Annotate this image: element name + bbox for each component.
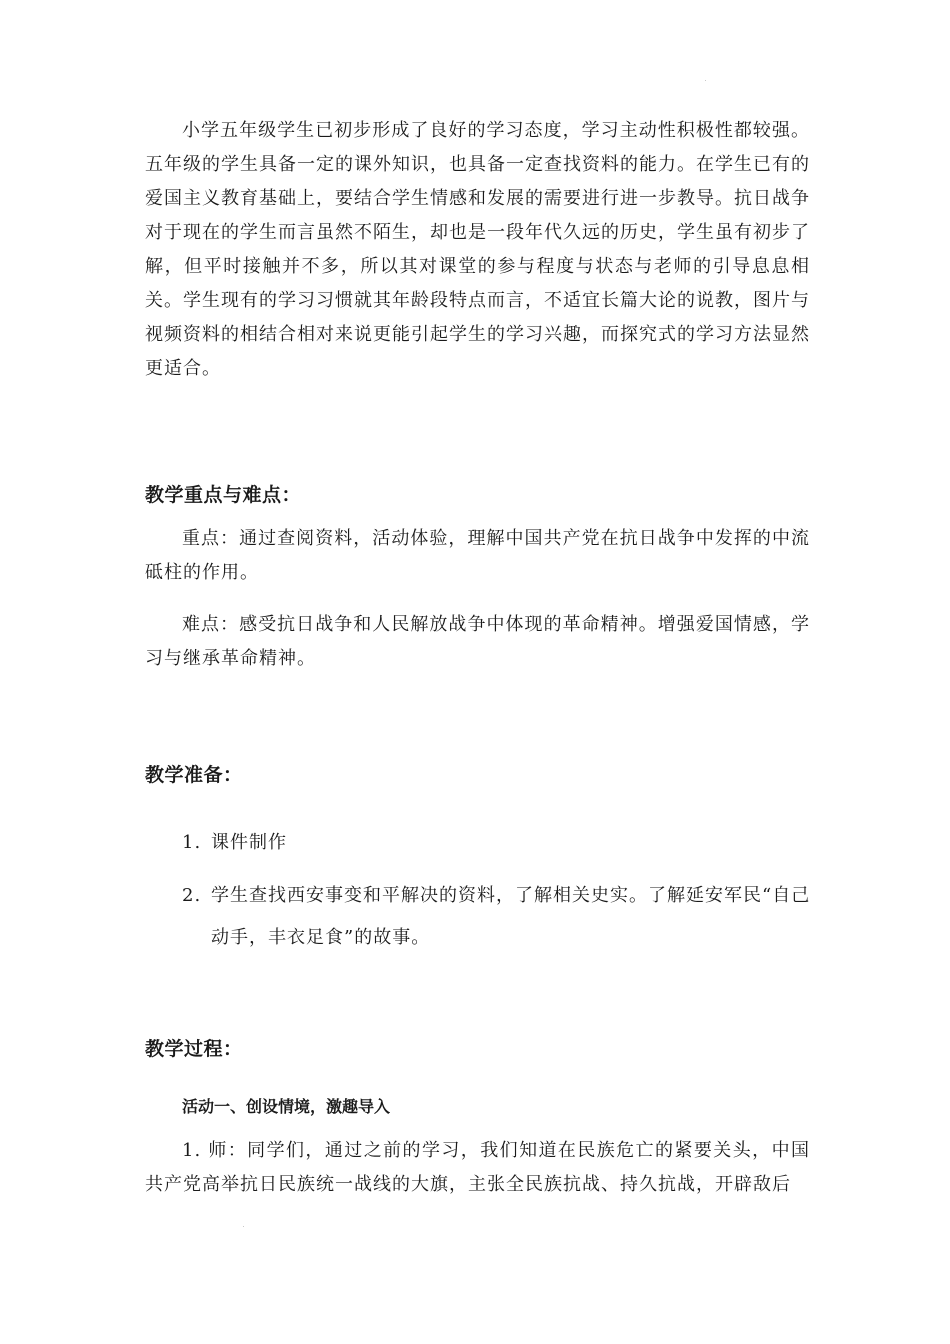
list-number: 2.: [182, 885, 202, 906]
difficulty-paragraph: 难点：感受抗日战争和人民解放战争中体现的革命精神。增强爱国情感，学习与继承革命精神。: [145, 614, 810, 669]
key-points-heading: 教学重点与难点：: [145, 484, 302, 506]
preparation-heading: 教学准备：: [145, 764, 243, 786]
list-text: 学生查找西安事变和平解决的资料，了解相关史实。了解延安军民“自己动手，丰衣足食”的故事。: [211, 885, 811, 948]
process-heading: 教学过程：: [145, 1038, 243, 1060]
scan-speck: [243, 1226, 244, 1227]
preparation-item-2: [182, 875, 812, 959]
key-point-paragraph: 重点：通过查阅资料，活动体验，理解中国共产党在抗日战争中发挥的中流砥柱的作用。: [145, 528, 810, 583]
list-text: 课件制作: [211, 832, 287, 853]
student-analysis-paragraph: 小学五年级学生已初步形成了良好的学习态度，学习主动性积极性都较强。五年级的学生具备一定的课外知识，也具备一定查找资料的能力。在学生已有的爱国主义教育基础上，要结合学生情感和发展的需要进行进一步教导。抗日战争对于现在的学生而言虽然不陌生，却也是一段年代久远的历史，学生虽有初步了解，但平时接触并不多，所以其对课堂的参与程度与状态与老师的引导息息相关。学生现有的学习习惯就其年龄段特点而言，不适宜长篇大论的说教，图片与视频资料的相结合相对来说更能引起学生的学习兴趣，而探究式的学习方法显然更适合。: [145, 120, 810, 379]
list-number: 1.: [182, 832, 202, 853]
preparation-item-1: [182, 822, 812, 864]
teacher-intro-paragraph: 1. 师：同学们，通过之前的学习，我们知道在民族危亡的紧要关头，中国共产党高举抗日民族统一战线的大旗，主张全民族抗战、持久抗战，开辟敌后: [145, 1140, 810, 1195]
activity-one-title: 活动一、创设情境，激趣导入: [182, 1097, 391, 1116]
scan-speck: [705, 80, 706, 81]
